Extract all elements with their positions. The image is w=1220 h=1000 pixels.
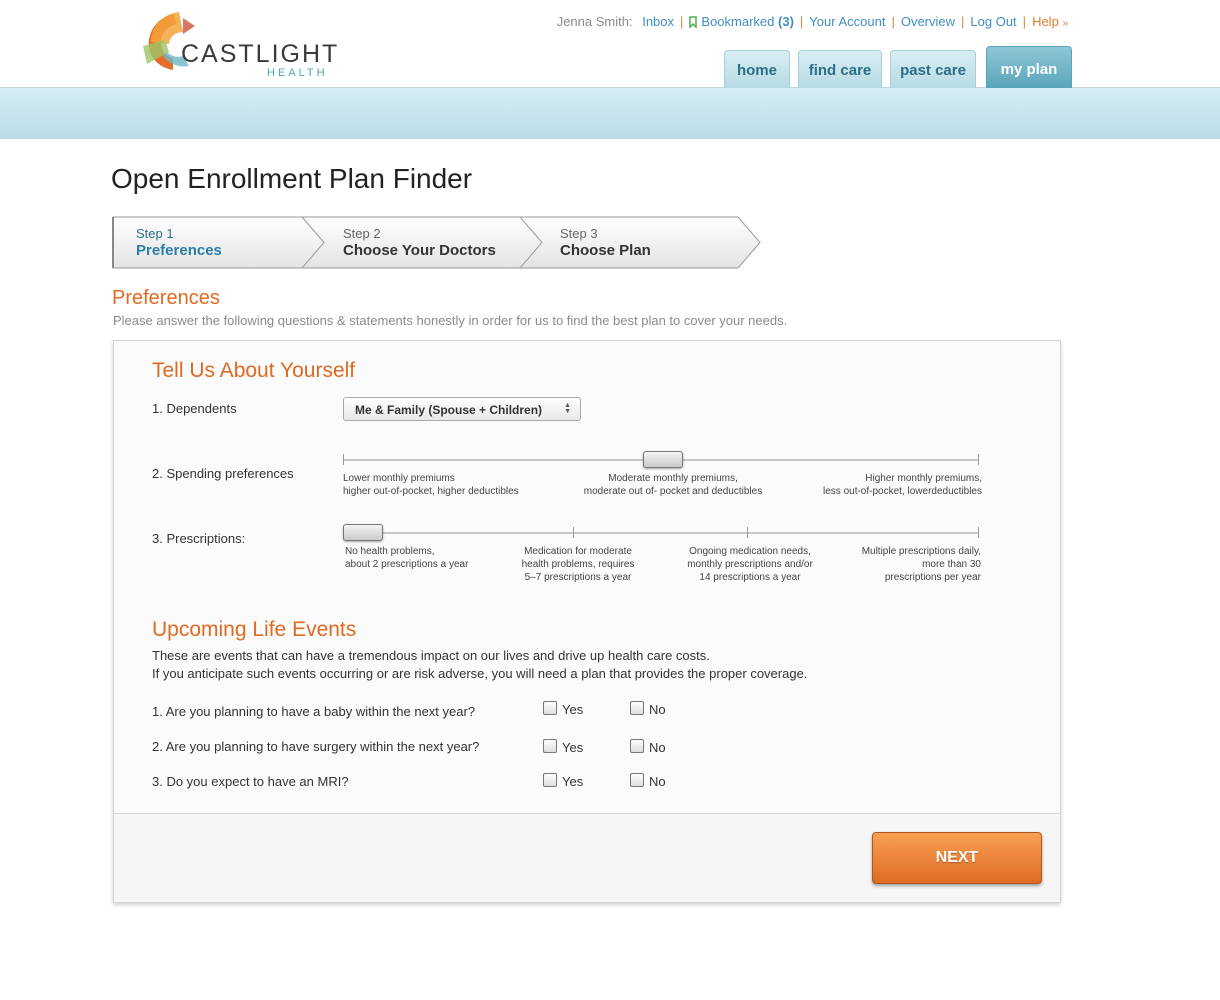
spending-label: 2. Spending preferences: [152, 466, 294, 481]
spending-slider-handle[interactable]: [643, 451, 683, 468]
divider: |: [961, 14, 965, 29]
question-mri: 3. Do you expect to have an MRI?: [152, 774, 349, 789]
option-line: 14 prescriptions a year: [699, 572, 801, 583]
divider: |: [799, 14, 804, 29]
slider-tick: [978, 527, 979, 538]
slider-tick: [343, 454, 344, 465]
tab-home[interactable]: home: [724, 50, 790, 88]
preferences-card: [113, 340, 1061, 903]
surgery-no-checkbox[interactable]: [630, 739, 644, 753]
section-title: Preferences: [112, 287, 220, 309]
option-line: higher out-of-pocket, higher deductibles: [343, 486, 519, 497]
slider-tick: [978, 454, 979, 465]
option-line: Multiple prescriptions daily,: [861, 546, 981, 557]
step-number: Step 2: [343, 226, 381, 241]
page-title: Open Enrollment Plan Finder: [111, 163, 473, 194]
no-label: No: [649, 774, 666, 789]
inbox-link[interactable]: Inbox: [642, 14, 675, 29]
divider: |: [680, 14, 684, 29]
yes-label: Yes: [562, 740, 584, 755]
mri-yes-checkbox[interactable]: [543, 773, 557, 787]
help-chevron-icon: »: [1062, 18, 1068, 29]
bookmarked-count[interactable]: (3): [778, 14, 794, 29]
step-number: Step 3: [560, 226, 598, 241]
log-out-link[interactable]: Log Out: [970, 14, 1017, 29]
dependents-label: 1. Dependents: [152, 401, 237, 416]
site-header: [0, 0, 1220, 88]
dependents-value: Me & Family (Spouse + Children): [355, 403, 543, 417]
question-baby: 1. Are you planning to have a baby within the next year?: [152, 704, 476, 719]
castlight-logo[interactable]: [143, 12, 343, 82]
bookmark-icon: [689, 16, 697, 28]
baby-no-checkbox[interactable]: [630, 701, 644, 715]
step-progress: [112, 216, 762, 269]
about-title: Tell Us About Yourself: [152, 359, 356, 382]
slider-tick: [747, 527, 748, 538]
life-events-title: Upcoming Life Events: [152, 618, 357, 641]
no-label: No: [649, 702, 666, 717]
option-line: No health problems,: [345, 546, 435, 557]
step-number: Step 1: [136, 226, 174, 241]
next-button[interactable]: NEXT: [872, 832, 1042, 884]
slider-track: [343, 532, 979, 534]
question-surgery: 2. Are you planning to have surgery within the next year?: [152, 739, 480, 754]
mri-no-checkbox[interactable]: [630, 773, 644, 787]
option-line: less out-of-pocket, lowerdeductibles: [823, 486, 982, 497]
card-footer: [114, 813, 1060, 902]
option-line: 5–7 prescriptions a year: [524, 572, 632, 583]
tab-my-plan[interactable]: my plan: [986, 46, 1072, 88]
option-line: health problems, requires: [521, 559, 635, 570]
yes-label: Yes: [562, 774, 584, 789]
option-line: about 2 prescriptions a year: [345, 559, 469, 570]
spending-option-low: [343, 472, 519, 498]
dependents-select[interactable]: [343, 397, 581, 421]
option-line: prescriptions per year: [884, 572, 981, 583]
step-1-preferences[interactable]: [136, 226, 222, 259]
prescriptions-option-3: [675, 545, 825, 584]
prescriptions-option-2: [508, 545, 648, 584]
user-name: Jenna Smith:: [556, 14, 633, 29]
divider: |: [891, 14, 895, 29]
your-account-link[interactable]: Your Account: [809, 14, 886, 29]
prescriptions-label: 3. Prescriptions:: [152, 531, 246, 546]
select-arrows-icon: ▲ ▼: [564, 402, 571, 415]
prescriptions-slider-handle[interactable]: [343, 524, 383, 541]
header-band: [0, 88, 1220, 139]
tab-find-care[interactable]: find care: [798, 50, 882, 88]
divider: |: [1022, 14, 1027, 29]
option-line: Moderate monthly premiums,: [608, 473, 738, 484]
overview-link[interactable]: Overview: [900, 14, 956, 29]
spending-slider[interactable]: [343, 453, 980, 503]
prescriptions-option-4: [862, 545, 981, 584]
option-line: Ongoing medication needs,: [689, 546, 811, 557]
yes-label: Yes: [562, 702, 584, 717]
option-line: Lower monthly premiums: [343, 473, 455, 484]
spending-option-high: [823, 472, 982, 498]
bookmarked-link[interactable]: [689, 14, 794, 29]
option-line: Higher monthly premiums,: [865, 473, 982, 484]
option-line: Medication for moderate: [524, 546, 632, 557]
step-3-choose-plan[interactable]: [560, 226, 651, 259]
logo-wordmark: CASTLIGHT: [181, 40, 340, 68]
logo-subtitle: HEALTH: [267, 67, 328, 79]
step-name: Preferences: [136, 242, 222, 259]
option-line: moderate out of- pocket and deductibles: [583, 486, 763, 497]
utility-nav: [557, 14, 1068, 29]
step-name: Choose Your Doctors: [343, 242, 496, 259]
prescriptions-slider[interactable]: [343, 526, 980, 586]
slider-tick: [573, 527, 574, 538]
step-name: Choose Plan: [560, 242, 651, 259]
prescriptions-option-1: [345, 545, 468, 571]
option-line: monthly prescriptions and/or: [687, 559, 813, 570]
section-subtitle: Please answer the following questions & statements honestly in order for us to find the best plan to cover your needs.: [113, 313, 788, 328]
tab-past-care[interactable]: past care: [890, 50, 976, 88]
bookmarked-label[interactable]: Bookmarked: [701, 14, 775, 29]
life-events-intro-2: If you anticipate such events occurring or are risk adverse, you will need a plan that provides the proper coverage.: [152, 666, 808, 681]
surgery-yes-checkbox[interactable]: [543, 739, 557, 753]
option-line: more than 30: [922, 559, 981, 570]
step-2-choose-doctors[interactable]: [343, 226, 496, 259]
no-label: No: [649, 740, 666, 755]
spending-option-moderate: [583, 472, 763, 498]
life-events-intro-1: These are events that can have a tremendous impact on our lives and drive up health care costs.: [152, 648, 710, 663]
baby-yes-checkbox[interactable]: [543, 701, 557, 715]
help-link[interactable]: Help: [1032, 14, 1059, 29]
